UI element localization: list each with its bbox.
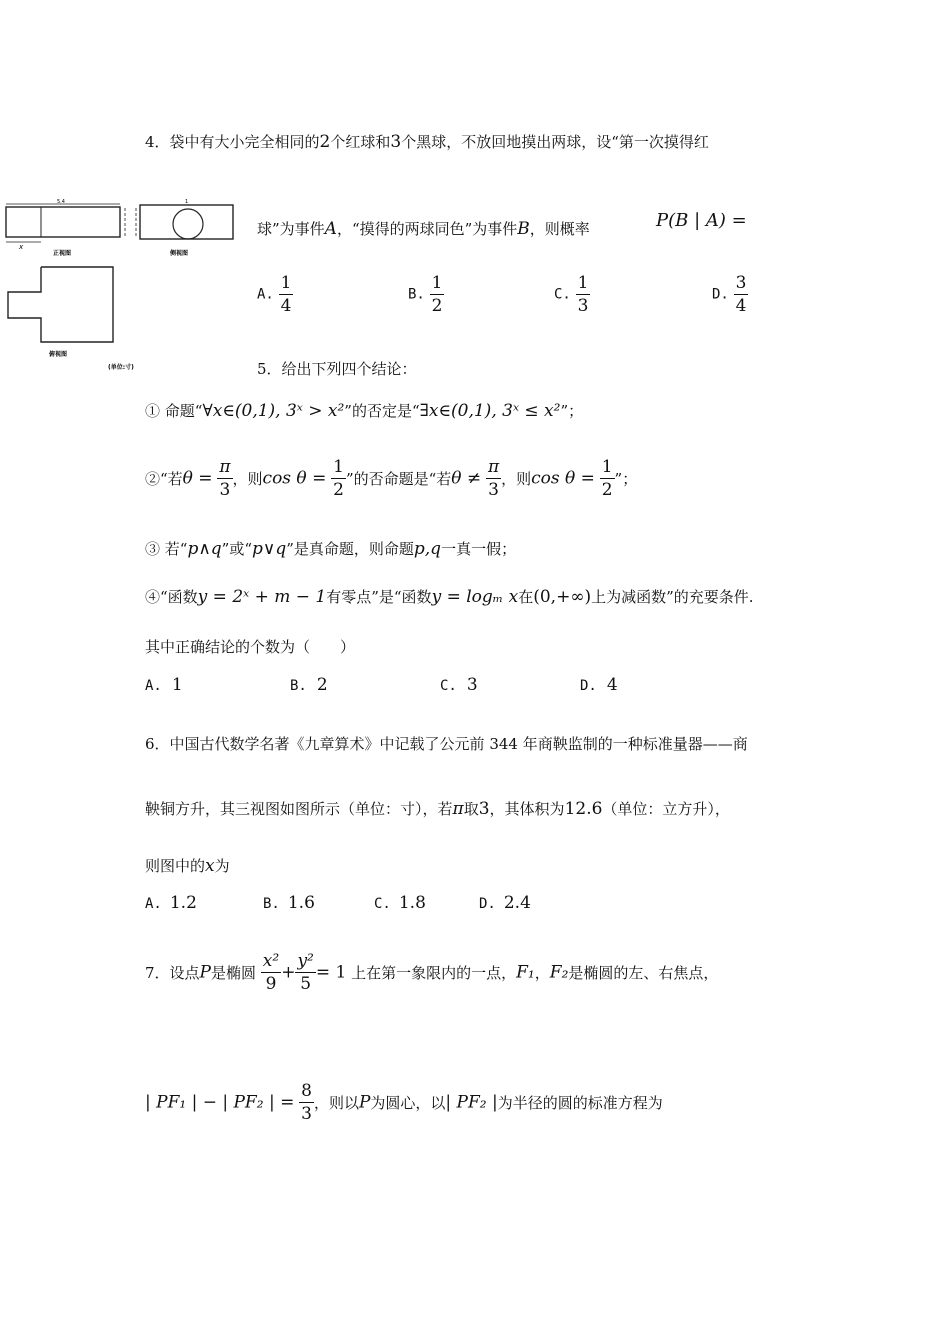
front-view xyxy=(6,199,125,257)
q5-option-a: A. 1 xyxy=(145,675,183,695)
q4-n-black: 3 xyxy=(390,132,402,152)
q5-statement-1: ① 命题“∀x∈(0,1), 3ˣ > x²”的否定是“∃x∈(0,1), 3ˣ ≤ x²”； xyxy=(145,401,584,421)
q7-line2: | PF₁ | − | PF₂ | = $\frac{8}{3}$ ，则以P为圆心，以| PF₂ |为半径的圆的标准方程为 xyxy=(145,1081,663,1124)
q5-s1-neg: ∃x∈(0,1), 3ˣ ≤ x² xyxy=(419,401,561,421)
side-view-label: 侧视图 xyxy=(170,250,189,257)
q4-event-a: A xyxy=(324,219,337,239)
q4-event-b: B xyxy=(517,219,530,239)
side-dim-circle: 1 xyxy=(185,199,189,205)
q5-option-d: D. 4 xyxy=(580,675,618,695)
q4-line1: 4．袋中有大小完全相同的2个红球和3个黑球，不放回地摸出两球，设“第一次摸得红 xyxy=(145,132,709,152)
q4-option-a: A. $\frac{1}{4}$ xyxy=(257,273,292,316)
top-view-label: 俯视图 xyxy=(49,351,68,358)
q6-line2: 鞅铜方升，其三视图如图所示（单位：寸），若π取3，其体积为12.6（单位：立方升）， xyxy=(145,799,730,819)
front-dim-x: x xyxy=(19,243,24,251)
front-dim-top: 5.4 xyxy=(57,199,65,205)
top-view xyxy=(8,267,134,371)
q5-option-c: C. 3 xyxy=(440,675,478,695)
q4-option-d: D. $\frac{3}{4}$ xyxy=(712,273,747,316)
q5-statement-3: ③ 若“p∧q”或“p∨q”是真命题，则命题p,q一真一假； xyxy=(145,539,517,559)
q5-statement-4: ④“函数y = 2ˣ + m − 1有零点”是“函数y = logₘ x在(0,+∞)上为减函数”的充要条件. xyxy=(145,587,754,607)
q5-statement-2: ②“若θ = $\frac{\pi}{3}$ ，则cos θ = $\frac{1}{2}$ ”的否命题是“若θ ≠ $\frac{\pi}{3}$ ，则cos θ = $\frac{1}{2}$ ”； xyxy=(145,457,638,500)
q6-option-a: A. 1.2 xyxy=(145,893,197,913)
q7-line1: 7．设点P是椭圆 $\frac{\text{x²}}{9}$ + $\frac{\text{y²}}{5}$ = 1 上在第一象限内的一点，F₁，F₂是椭圆的左、右焦点， xyxy=(145,951,719,994)
front-view-label: 正视图 xyxy=(53,250,72,257)
q6-option-b: B. 1.6 xyxy=(263,893,315,913)
q4-option-c: C. $\frac{1}{3}$ xyxy=(554,273,589,316)
q4-option-b: B. $\frac{1}{2}$ xyxy=(408,273,443,316)
q5-question: 其中正确结论的个数为（ ） xyxy=(145,638,356,656)
three-view-figure xyxy=(0,196,250,376)
q5-option-b: B. 2 xyxy=(290,675,328,695)
q6-line3: 则图中的x为 xyxy=(145,856,230,876)
q5-s1-prop: ∀x∈(0,1), 3ˣ > x² xyxy=(202,401,345,421)
q4-prob-expr: P(B | A) = xyxy=(656,210,747,231)
q6-option-c: C. 1.8 xyxy=(374,893,426,913)
q6-option-d: D. 2.4 xyxy=(479,893,531,913)
q5-title: 5．给出下列四个结论： xyxy=(257,360,417,378)
q4-line2: 球”为事件A，“摸得的两球同色”为事件B，则概率 xyxy=(257,219,590,239)
side-view xyxy=(136,199,233,257)
q6-line1: 6．中国古代数学名著《九章算术》中记载了公元前 344 年商鞅监制的一种标准量器——商 xyxy=(145,735,748,753)
q4-n-red: 2 xyxy=(319,132,331,152)
unit-label: (单位:寸) xyxy=(108,364,134,371)
